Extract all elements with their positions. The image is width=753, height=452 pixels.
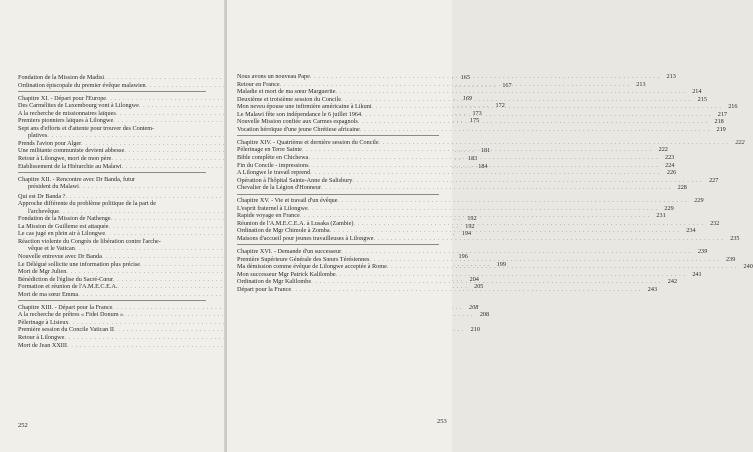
toc-page-number: 192 <box>467 215 477 223</box>
toc-entry-title: Réaction violente du Congrès de libération contre l'arche- <box>18 237 161 245</box>
toc-entry-title: Approche différente du problème politique de la part de <box>18 200 157 208</box>
toc-entry-title: Fondation de la Mission de Madisi <box>18 74 105 81</box>
dot-leader <box>374 235 724 243</box>
dot-leader <box>353 220 703 228</box>
section-rule <box>237 194 439 195</box>
dot-leader <box>321 184 671 192</box>
toc-page-number: 199 <box>496 260 506 268</box>
toc-entry <box>237 125 726 134</box>
toc-page-number: 239 <box>726 255 736 263</box>
section-rule <box>18 91 206 92</box>
toc-entry-title: Qui est Dr Banda ? <box>18 192 66 200</box>
dot-leader <box>341 248 691 256</box>
toc-page-number: 213 <box>636 80 646 88</box>
toc-entry-title: L'esprit fraternel à Lilongwe <box>237 204 308 212</box>
toc-page-number: 235 <box>730 234 740 242</box>
chapter-heading <box>237 138 745 147</box>
toc-page-number: 165 <box>460 74 471 81</box>
toc-entry <box>18 125 206 133</box>
toc-entry <box>18 238 206 246</box>
toc-page-number: 192 <box>465 222 475 230</box>
dot-leader <box>372 103 722 111</box>
section-rule <box>18 300 206 301</box>
dot-leader <box>336 88 686 96</box>
toc-entry <box>18 193 206 201</box>
toc-entry <box>18 342 206 350</box>
toc-entry-title: Sept ans d'efforts et d'attente pour trouver des Contem- <box>18 124 155 132</box>
toc-page-number: 232 <box>710 219 720 227</box>
toc-entry <box>18 208 206 216</box>
toc-entry-title: Vocation héroïque d'une jeune Chrétiese africaine <box>237 125 360 133</box>
toc-entry-title: La Mission de Guilleme est attaquée <box>18 222 109 230</box>
toc-entry <box>18 245 206 253</box>
toc-entry-title: Départ pour la France <box>237 285 292 293</box>
toc-entry-title: Ordination épiscopale du premier évêque malawien <box>18 81 146 89</box>
toc-page-number: 169 <box>462 94 473 102</box>
toc-entry-title: Chevalier de la Légion d'Honneur <box>237 184 321 192</box>
toc-entry <box>18 132 206 140</box>
toc-entry-title: Des Carmélites de Luxembourg vont à Lilongwe <box>18 102 139 110</box>
dot-leader <box>302 146 652 154</box>
dot-leader <box>291 286 641 294</box>
toc-entry-title: Fin du Concile - impressions <box>237 161 309 169</box>
toc-entry-title: Ma démission comme évêque de Lilongwe acceptée à Rome <box>237 263 387 271</box>
toc-entry <box>18 183 206 191</box>
toc-entry-title: Premiers pionniers laïques à Lilongwe <box>18 117 114 125</box>
toc-entry-title: Nouvelle entrevue avec Dr Banda <box>18 253 102 261</box>
toc-page-number: 208 <box>469 303 479 311</box>
toc-entry-title: Le Malawi fête son indépendance le 6 juillet 1964 <box>237 110 362 118</box>
toc-page-number: 173 <box>472 109 482 117</box>
chapter-heading <box>18 303 479 312</box>
dot-leader <box>338 197 688 205</box>
toc-entry <box>18 311 490 319</box>
toc-entry-title: Le Délégué sollicite une information plus précise <box>18 260 140 268</box>
toc-page-number: 175 <box>469 117 480 125</box>
toc-entry <box>18 200 206 208</box>
toc-entry-title: Maisons d'accueil pour jeunes travailleuses à Lilongwe <box>237 234 374 242</box>
toc-entry-title: Retour à Lilongwe <box>18 334 65 341</box>
toc-page-number: 234 <box>686 227 696 235</box>
dot-leader <box>308 205 658 213</box>
toc-entry-title: Réunion de l'A.M.E.C.E.A. à Lusaka (Zambie) <box>237 219 354 227</box>
toc-entry <box>18 319 206 327</box>
dot-leader <box>309 162 659 170</box>
toc-entry-title: Ordination de Mgr Kalilombe <box>237 278 312 286</box>
dot-leader <box>310 73 660 81</box>
chapter-heading <box>18 176 206 184</box>
toc-page-number: 229 <box>694 197 704 205</box>
toc-page-number: 172 <box>495 102 505 110</box>
toc-entry-title: Chapitre XV. - Vie et travail d'un évêque <box>237 197 338 205</box>
toc-page-number: 217 <box>717 110 728 118</box>
toc-page-number: 241 <box>692 270 702 278</box>
dot-leader <box>330 227 680 235</box>
toc-entry-title: Première Supérieure Générale des Sœurs Térésiennes <box>237 255 370 263</box>
toc-page-number: 196 <box>458 253 468 261</box>
dot-leader <box>300 212 650 220</box>
toc-page-number: 204 <box>469 275 479 283</box>
toc-page-number: 222 <box>735 138 745 146</box>
toc-entry-title: Chapitre XI. - Départ pour l'Europe <box>18 94 107 102</box>
toc-page-number: 167 <box>502 81 512 89</box>
toc-entry-title: Rapide voyage en France <box>237 212 300 220</box>
toc-entry-title: Etablissement de la Hiérarchie au Malawi <box>18 162 122 170</box>
toc-entry-title: président du Malawi <box>28 183 79 191</box>
toc-entry <box>237 169 677 177</box>
toc-page-number: 243 <box>647 285 658 293</box>
toc-entry-title: Prends l'avion pour Alger <box>18 139 82 147</box>
toc-page-number: 229 <box>664 204 674 212</box>
dot-leader <box>311 275 661 286</box>
dot-leader <box>336 271 686 279</box>
toc-entry <box>237 184 687 192</box>
toc-entry-title: Deuxième et troisième session du Concile <box>237 95 341 103</box>
page-number-left: 252 <box>18 422 28 429</box>
toc-entry-title: Le cas jugé en plein air à Lilongwe <box>18 230 106 238</box>
dot-leader <box>361 111 711 119</box>
toc-entry-title: Bénédiction de l'église du Sacré-Cœur <box>18 275 113 283</box>
toc-entry-title: A la recherche de prêtres « Fidei Donum » <box>18 311 124 319</box>
chapter-heading <box>237 197 704 205</box>
toc-entry-title: A la recherche de missionnaires laïques <box>18 109 116 117</box>
toc-entry-title: Pèlerinage en Terre Sainte <box>237 146 302 154</box>
toc-entry-title: Mon successeur Mgr Patrick Kalilombe <box>237 270 336 278</box>
toc-entry-title: Maladie et mort de ma sœur Marguerite <box>237 88 336 96</box>
toc-page-number: 224 <box>665 161 675 169</box>
toc-entry-title: A Lilongwe le travail reprend <box>237 169 311 177</box>
toc-entry <box>18 326 480 334</box>
dot-leader <box>280 81 630 89</box>
dot-leader <box>379 139 729 147</box>
toc-page-number: 194 <box>461 230 472 238</box>
toc-entry-title: Pèlerinage à Lisieux <box>18 318 69 326</box>
toc-entry-title: vêque et le Vatican <box>28 245 75 253</box>
toc-entry <box>18 334 206 342</box>
toc-page-number: 181 <box>480 147 491 155</box>
toc-entry-title: Chapitre XII. - Rencontre avec Dr Banda, futur <box>18 175 136 183</box>
toc-page-number: 219 <box>716 125 726 133</box>
toc-page-number: 218 <box>714 118 724 126</box>
toc-entry-title: Bible complète en Chichewa <box>237 153 309 161</box>
dot-leader <box>387 260 737 271</box>
section-rule <box>237 244 439 245</box>
toc-page-number: 242 <box>667 278 678 286</box>
toc-page-number: 210 <box>470 326 480 334</box>
toc-page-number: 240 <box>743 263 753 271</box>
toc-page-number: 184 <box>478 162 488 170</box>
toc-entry <box>18 268 206 276</box>
toc-entry <box>237 204 674 213</box>
toc-page-number: 183 <box>467 154 478 162</box>
toc-entry-title: Opération à l'hôpital Sainte-Anne de Salisbury <box>237 176 353 184</box>
toc-page-number: 222 <box>658 146 668 154</box>
toc-entry-title: Formation et réunion de l'A.M.E.C.E.A. <box>18 283 118 291</box>
toc-page-number: 239 <box>697 247 708 255</box>
toc-entry-title: l'archevêque <box>28 207 60 215</box>
toc-entry-title: Chapitre XVI. - Demande d'un successeur <box>237 247 342 255</box>
toc-entry-title: Nouvelle Mission confiée aux Carmes espagnols <box>237 118 358 126</box>
toc-page-number: 216 <box>728 103 738 111</box>
toc-entry-title: Mort de Mgr Julien <box>18 268 67 276</box>
toc-entry-title: Retour en France <box>237 80 280 88</box>
toc-entry <box>237 88 702 96</box>
toc-entry-title: Chapitre XIV. - Quatrième et dernière session du Concile <box>237 138 379 146</box>
toc-page-number: 223 <box>664 153 675 161</box>
toc-entry-title: Mort de ma sœur Emma <box>18 290 79 298</box>
chapter-heading <box>237 247 708 256</box>
toc-entry-title: Chapitre XIII. - Départ pour la France <box>18 303 113 311</box>
page-number-right: 253 <box>437 418 447 425</box>
toc-page-number: 208 <box>479 311 490 319</box>
dot-leader <box>360 126 710 134</box>
toc-page-number: 228 <box>677 184 687 192</box>
toc-entry-title: Retour à Lilongwe, mort de mon père <box>18 154 112 162</box>
dot-leader <box>310 169 660 177</box>
toc-entry-title: Mort de Jean XXIII <box>18 341 67 349</box>
dot-leader <box>369 256 719 264</box>
toc-entry-title: Mon neveu épouse une infirmière américaine à Likuni <box>237 103 372 111</box>
toc-page-number: 215 <box>697 95 707 103</box>
dot-leader <box>352 177 702 185</box>
toc-entry-title: Nous avons un nouveau Pape <box>237 73 310 80</box>
toc-page-number: 205 <box>474 283 484 291</box>
toc-entry-title: platives <box>28 132 48 140</box>
section-rule <box>18 172 206 173</box>
dot-leader <box>341 96 691 104</box>
section-rule <box>237 135 439 136</box>
dot-leader <box>308 154 658 162</box>
toc-page-number: 227 <box>709 176 719 184</box>
toc-entry-title: Fondation de la Mission de Nathenge <box>18 215 111 223</box>
toc-entry <box>237 176 719 185</box>
toc-entry-title: Première session du Concile Vatican II <box>18 326 114 334</box>
toc-page-number: 226 <box>666 169 677 177</box>
toc-page-number: 214 <box>692 88 702 96</box>
toc-entry-title: Ordination de Mgr Chimole à Zomba <box>237 227 330 235</box>
toc-entry-title: Une militante communiste devient abbesse <box>18 147 125 155</box>
toc-page-number: 231 <box>656 212 666 220</box>
toc-page-number: 213 <box>666 73 676 80</box>
toc-entry <box>18 291 206 299</box>
toc-entry <box>18 140 206 148</box>
dot-leader <box>358 118 708 126</box>
